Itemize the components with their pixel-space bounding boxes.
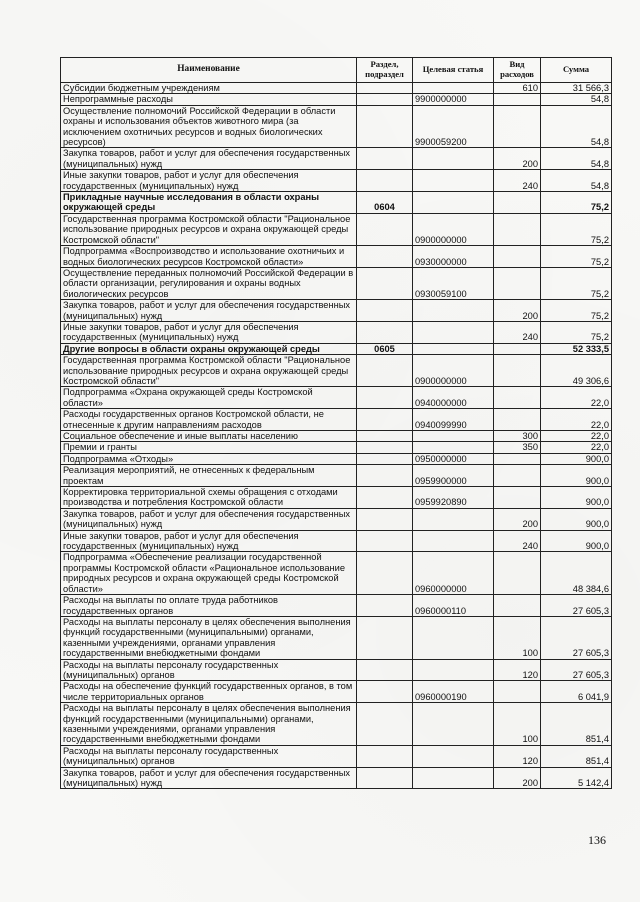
row-expense-cell: 120 xyxy=(494,659,541,681)
row-expense-cell xyxy=(494,105,541,148)
row-section-cell xyxy=(357,745,413,767)
row-name-cell: Осуществление полномочий Российской Федерации в области охраны и использования объектов животного мира (за исключением охотничьих ресурсов и водных биологических ресурсов) xyxy=(61,105,357,148)
row-expense-cell xyxy=(494,192,541,214)
row-section-cell xyxy=(357,246,413,268)
row-amount-cell: 6 041,9 xyxy=(541,681,612,703)
row-amount-cell: 22,0 xyxy=(541,387,612,409)
row-name-cell: Закупка товаров, работ и услуг для обеспечения государственных (муниципальных) нужд xyxy=(61,767,357,789)
header-name: Наименование xyxy=(61,58,357,83)
row-section-cell xyxy=(357,703,413,746)
table-row xyxy=(61,442,612,453)
row-expense-cell xyxy=(494,213,541,245)
row-amount-cell: 75,2 xyxy=(541,321,612,343)
row-target-cell: 0960000110 xyxy=(413,595,494,617)
row-target-cell: 0940000000 xyxy=(413,387,494,409)
row-amount-cell: 27 605,3 xyxy=(541,595,612,617)
row-amount-cell: 900,0 xyxy=(541,465,612,487)
row-amount-cell: 48 384,6 xyxy=(541,552,612,595)
row-section-cell: 0605 xyxy=(357,343,413,354)
row-name-cell: Реализация мероприятий, не отнесенных к федеральным проектам xyxy=(61,465,357,487)
row-section-cell xyxy=(357,170,413,192)
table-row xyxy=(61,409,612,431)
header-target: Целевая статья xyxy=(413,58,494,83)
table-row xyxy=(61,267,612,299)
table-row xyxy=(61,300,612,322)
row-name-cell: Прикладные научные исследования в области охраны окружающей среды xyxy=(61,192,357,214)
row-amount-cell: 22,0 xyxy=(541,442,612,453)
row-name-cell: Подпрограмма «Охрана окружающей среды Костромской области» xyxy=(61,387,357,409)
row-name-cell: Расходы на выплаты персоналу в целях обеспечения выполнения функций государственными (муниципальными) органами, казенными учреждениями, органами управления государственными внебюджетными фондами xyxy=(61,616,357,659)
row-expense-cell: 240 xyxy=(494,321,541,343)
row-expense-cell xyxy=(494,453,541,464)
row-section-cell xyxy=(357,530,413,552)
row-amount-cell: 31 566,3 xyxy=(541,83,612,94)
row-amount-cell: 75,2 xyxy=(541,192,612,214)
row-amount-cell: 900,0 xyxy=(541,508,612,530)
row-amount-cell: 75,2 xyxy=(541,213,612,245)
page-number: 136 xyxy=(588,833,606,847)
row-section-cell: 0604 xyxy=(357,192,413,214)
row-section-cell xyxy=(357,487,413,509)
table-row xyxy=(61,595,612,617)
row-amount-cell: 22,0 xyxy=(541,409,612,431)
row-name-cell: Расходы на выплаты персоналу государственных (муниципальных) органов xyxy=(61,745,357,767)
row-name-cell: Иные закупки товаров, работ и услуг для обеспечения государственных (муниципальных) нужд xyxy=(61,530,357,552)
row-section-cell xyxy=(357,355,413,387)
row-amount-cell: 54,8 xyxy=(541,148,612,170)
table-row xyxy=(61,508,612,530)
row-amount-cell: 49 306,6 xyxy=(541,355,612,387)
row-target-cell: 0930000000 xyxy=(413,246,494,268)
row-name-cell: Субсидии бюджетным учреждениям xyxy=(61,83,357,94)
row-expense-cell: 240 xyxy=(494,170,541,192)
row-amount-cell: 27 605,3 xyxy=(541,616,612,659)
row-section-cell xyxy=(357,767,413,789)
row-amount-cell: 5 142,4 xyxy=(541,767,612,789)
row-amount-cell: 900,0 xyxy=(541,487,612,509)
table-row xyxy=(61,83,612,94)
row-name-cell: Расходы на выплаты персоналу государственных (муниципальных) органов xyxy=(61,659,357,681)
row-target-cell xyxy=(413,321,494,343)
row-target-cell: 0959920890 xyxy=(413,487,494,509)
row-expense-cell xyxy=(494,267,541,299)
row-target-cell xyxy=(413,508,494,530)
row-expense-cell: 200 xyxy=(494,148,541,170)
row-section-cell xyxy=(357,148,413,170)
row-expense-cell xyxy=(494,246,541,268)
row-target-cell: 9900059200 xyxy=(413,105,494,148)
row-target-cell: 0900000000 xyxy=(413,213,494,245)
row-section-cell xyxy=(357,465,413,487)
row-target-cell xyxy=(413,530,494,552)
row-target-cell xyxy=(413,442,494,453)
table-row xyxy=(61,148,612,170)
row-target-cell: 0940099990 xyxy=(413,409,494,431)
row-target-cell: 0959900000 xyxy=(413,465,494,487)
table-row xyxy=(61,659,612,681)
row-name-cell: Расходы на выплаты по оплате труда работников государственных органов xyxy=(61,595,357,617)
row-name-cell: Закупка товаров, работ и услуг для обеспечения государственных (муниципальных) нужд xyxy=(61,300,357,322)
row-amount-cell: 52 333,5 xyxy=(541,343,612,354)
row-section-cell xyxy=(357,595,413,617)
row-expense-cell: 350 xyxy=(494,442,541,453)
table-row xyxy=(61,703,612,746)
row-name-cell: Государственная программа Костромской области "Рациональное использование природных ресурсов и охрана окружающей среды Костромской области" xyxy=(61,213,357,245)
row-name-cell: Государственная программа Костромской области "Рациональное использование природных ресурсов и охрана окружающей среды Костромской области" xyxy=(61,355,357,387)
row-section-cell xyxy=(357,387,413,409)
row-name-cell: Закупка товаров, работ и услуг для обеспечения государственных (муниципальных) нужд xyxy=(61,148,357,170)
row-section-cell xyxy=(357,94,413,105)
row-target-cell: 0960000190 xyxy=(413,681,494,703)
row-expense-cell: 300 xyxy=(494,431,541,442)
table-row xyxy=(61,616,612,659)
row-name-cell: Подпрограмма «Отходы» xyxy=(61,453,357,464)
row-section-cell xyxy=(357,321,413,343)
row-section-cell xyxy=(357,659,413,681)
row-expense-cell: 200 xyxy=(494,508,541,530)
row-expense-cell xyxy=(494,552,541,595)
row-expense-cell xyxy=(494,343,541,354)
table-row xyxy=(61,767,612,789)
table-row xyxy=(61,192,612,214)
row-section-cell xyxy=(357,431,413,442)
row-name-cell: Расходы государственных органов Костромской области, не отнесенные к другим направлениям расходов xyxy=(61,409,357,431)
row-name-cell: Иные закупки товаров, работ и услуг для обеспечения государственных (муниципальных) нужд xyxy=(61,170,357,192)
row-amount-cell: 851,4 xyxy=(541,703,612,746)
row-target-cell xyxy=(413,300,494,322)
table-row xyxy=(61,431,612,442)
header-amount: Сумма xyxy=(541,58,612,83)
row-name-cell: Корректировка территориальной схемы обращения с отходами производства и потребления Костромской области xyxy=(61,487,357,509)
table-row xyxy=(61,552,612,595)
row-amount-cell: 75,2 xyxy=(541,267,612,299)
row-amount-cell: 900,0 xyxy=(541,530,612,552)
table-row xyxy=(61,681,612,703)
row-target-cell xyxy=(413,767,494,789)
row-amount-cell: 54,8 xyxy=(541,105,612,148)
row-expense-cell: 120 xyxy=(494,745,541,767)
row-target-cell xyxy=(413,148,494,170)
row-target-cell: 0930059100 xyxy=(413,267,494,299)
row-target-cell xyxy=(413,83,494,94)
row-name-cell: Подпрограмма «Обеспечение реализации государственной программы Костромской области «Рациональное использование природных ресурсов и охрана окружающей среды Костромской области» xyxy=(61,552,357,595)
row-expense-cell: 200 xyxy=(494,767,541,789)
row-target-cell: 9900000000 xyxy=(413,94,494,105)
row-expense-cell xyxy=(494,681,541,703)
table-row xyxy=(61,745,612,767)
row-section-cell xyxy=(357,442,413,453)
row-target-cell xyxy=(413,745,494,767)
row-amount-cell: 75,2 xyxy=(541,300,612,322)
table-row xyxy=(61,487,612,509)
row-expense-cell xyxy=(494,355,541,387)
row-name-cell: Непрограммные расходы xyxy=(61,94,357,105)
row-section-cell xyxy=(357,409,413,431)
row-section-cell xyxy=(357,300,413,322)
row-target-cell xyxy=(413,659,494,681)
table-row xyxy=(61,105,612,148)
table-row xyxy=(61,321,612,343)
row-amount-cell: 54,8 xyxy=(541,170,612,192)
table-row xyxy=(61,170,612,192)
row-section-cell xyxy=(357,616,413,659)
row-section-cell xyxy=(357,552,413,595)
table-row xyxy=(61,343,612,354)
row-section-cell xyxy=(357,105,413,148)
row-target-cell xyxy=(413,192,494,214)
row-name-cell: Другие вопросы в области охраны окружающей среды xyxy=(61,343,357,354)
row-expense-cell xyxy=(494,465,541,487)
row-amount-cell: 27 605,3 xyxy=(541,659,612,681)
row-expense-cell: 200 xyxy=(494,300,541,322)
row-target-cell: 0960000000 xyxy=(413,552,494,595)
row-amount-cell: 54,8 xyxy=(541,94,612,105)
row-target-cell xyxy=(413,431,494,442)
row-name-cell: Социальное обеспечение и иные выплаты населению xyxy=(61,431,357,442)
table-body xyxy=(61,83,612,789)
row-target-cell: 0950000000 xyxy=(413,453,494,464)
row-section-cell xyxy=(357,681,413,703)
row-target-cell xyxy=(413,343,494,354)
header-section: Раздел, подраздел xyxy=(357,58,413,83)
table-row xyxy=(61,213,612,245)
budget-table xyxy=(60,57,612,789)
row-amount-cell: 900,0 xyxy=(541,453,612,464)
table-row xyxy=(61,246,612,268)
row-target-cell xyxy=(413,170,494,192)
header-expense: Вид расходов xyxy=(494,58,541,83)
row-name-cell: Расходы на выплаты персоналу в целях обеспечения выполнения функций государственными (муниципальными) органами, казенными учреждениями, органами управления государственными внебюджетными фондами xyxy=(61,703,357,746)
row-expense-cell xyxy=(494,409,541,431)
row-name-cell: Осуществление переданных полномочий Российской Федерации в области организации, регулирования и охраны водных биологических ресурсов xyxy=(61,267,357,299)
table-row xyxy=(61,453,612,464)
row-target-cell xyxy=(413,703,494,746)
row-section-cell xyxy=(357,453,413,464)
row-amount-cell: 851,4 xyxy=(541,745,612,767)
table-row xyxy=(61,387,612,409)
row-section-cell xyxy=(357,508,413,530)
row-expense-cell: 610 xyxy=(494,83,541,94)
row-target-cell xyxy=(413,616,494,659)
row-name-cell: Иные закупки товаров, работ и услуг для обеспечения государственных (муниципальных) нужд xyxy=(61,321,357,343)
row-name-cell: Премии и гранты xyxy=(61,442,357,453)
table-row xyxy=(61,355,612,387)
row-section-cell xyxy=(357,83,413,94)
row-expense-cell xyxy=(494,387,541,409)
row-expense-cell: 100 xyxy=(494,703,541,746)
row-name-cell: Расходы на обеспечение функций государственных органов, в том числе территориальных органов xyxy=(61,681,357,703)
row-amount-cell: 22,0 xyxy=(541,431,612,442)
table-row xyxy=(61,530,612,552)
row-expense-cell: 240 xyxy=(494,530,541,552)
row-expense-cell: 100 xyxy=(494,616,541,659)
row-name-cell: Закупка товаров, работ и услуг для обеспечения государственных (муниципальных) нужд xyxy=(61,508,357,530)
table-row xyxy=(61,465,612,487)
row-expense-cell xyxy=(494,94,541,105)
row-expense-cell xyxy=(494,595,541,617)
table-header xyxy=(61,58,612,83)
row-target-cell: 0900000000 xyxy=(413,355,494,387)
row-section-cell xyxy=(357,267,413,299)
table-row xyxy=(61,94,612,105)
row-expense-cell xyxy=(494,487,541,509)
row-name-cell: Подпрограмма «Воспроизводство и использование охотничьих и водных биологических ресурсов Костромской области» xyxy=(61,246,357,268)
row-section-cell xyxy=(357,213,413,245)
row-amount-cell: 75,2 xyxy=(541,246,612,268)
